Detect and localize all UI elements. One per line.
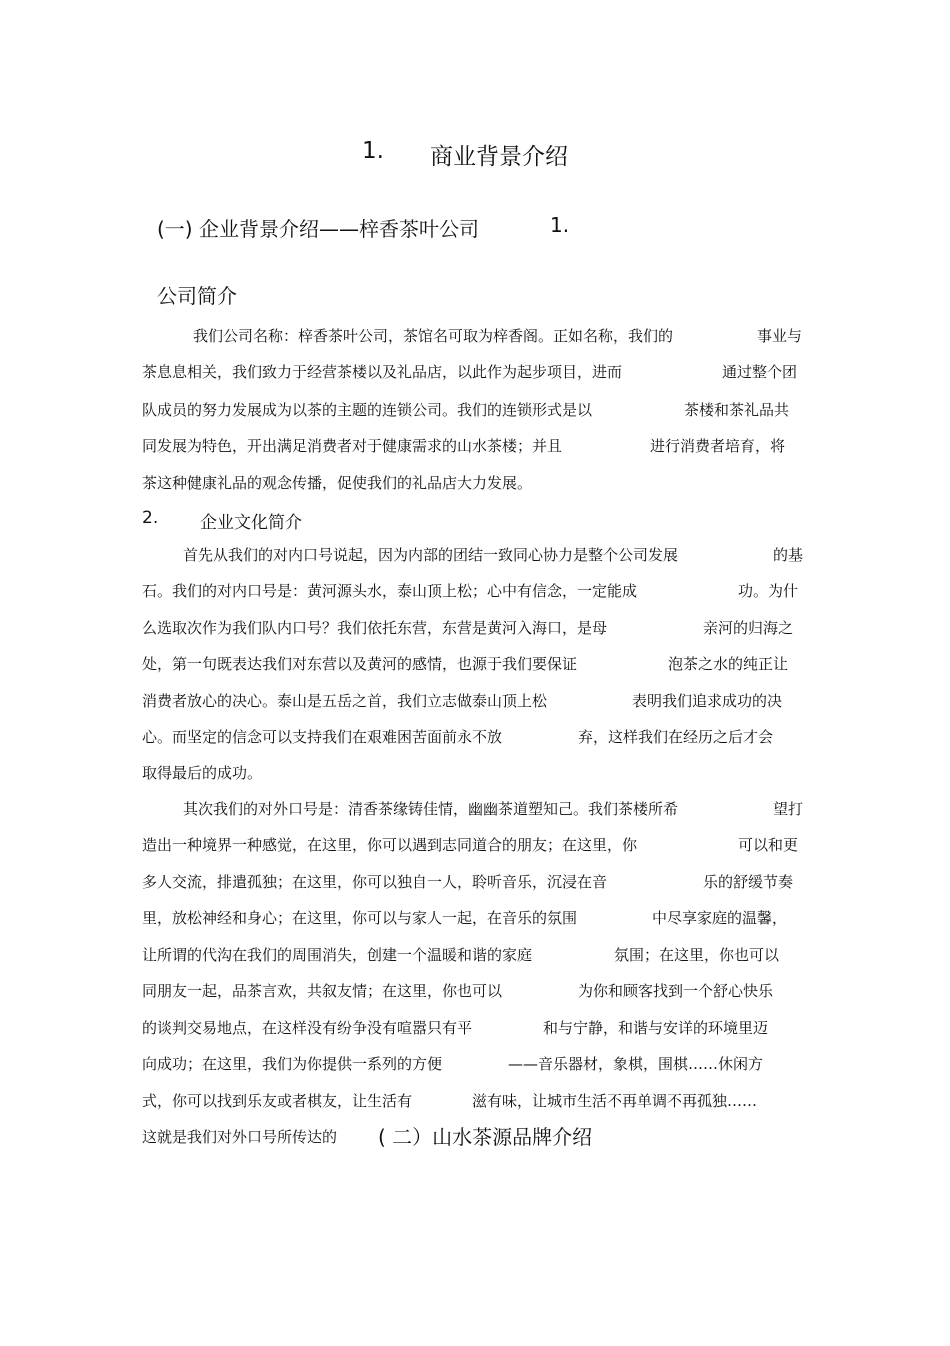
para3-line9-b: 滋有味，让城市生活不再单调不再孤独…… bbox=[472, 1092, 758, 1110]
para2-line2-b: 功。为什 bbox=[738, 582, 799, 600]
section2-heading: ( 二）山水茶源品牌介绍 bbox=[378, 1125, 593, 1149]
para2-line3-a: 么选取次作为我们队内口号？我们依托东营，东营是黄河入海口，是母 bbox=[142, 619, 608, 637]
subsection2-heading: 企业文化简介 bbox=[200, 513, 302, 533]
para3-line4-b: 中尽享家庭的温馨， bbox=[652, 909, 788, 927]
para3-line6-b: 为你和顾客找到一个舒心快乐 bbox=[578, 982, 774, 1000]
para3-line5-b: 氛围；在这里，你也可以 bbox=[614, 946, 780, 964]
para3-line4-a: 里，放松神经和身心；在这里，你可以与家人一起，在音乐的氛围 bbox=[142, 909, 578, 927]
para1-line4-a: 同发展为特色，开出满足消费者对于健康需求的山水茶楼；并且 bbox=[142, 437, 563, 455]
para2-line1-b: 的基 bbox=[773, 546, 804, 564]
para1-line2-a: 茶息息相关，我们致力于经营茶楼以及礼品店，以此作为起步项目，进而 bbox=[142, 363, 623, 381]
subsection2-number: 2. bbox=[142, 508, 159, 528]
para1-line1-a: 我们公司名称：梓香茶叶公司，茶馆名可取为梓香阁。正如名称，我们的 bbox=[193, 327, 674, 345]
para3-line5-a: 让所谓的代沟在我们的周围消失，创建一个温暖和谐的家庭 bbox=[142, 946, 533, 964]
para1-line4-b: 进行消费者培育，将 bbox=[650, 437, 786, 455]
para2-line4-b: 泡茶之水的纯正让 bbox=[668, 655, 789, 673]
para3-line7-b: 和与宁静，和谐与安详的环境里迈 bbox=[543, 1019, 769, 1037]
para3-line9-a: 式，你可以找到乐友或者棋友，让生活有 bbox=[142, 1092, 413, 1110]
para1-line3-a: 队成员的努力发展成为以茶的主题的连锁公司。我们的连锁形式是以 bbox=[142, 401, 593, 419]
para3-line8-b: ——音乐器材，象棋，围棋……休闲方 bbox=[508, 1055, 764, 1073]
para3-line1-b: 望打 bbox=[773, 800, 804, 818]
page-title-number: 1. bbox=[362, 138, 384, 164]
para3-line10: 这就是我们对外口号所传达的 bbox=[142, 1128, 338, 1146]
para3-line2-a: 造出一种境界一种感觉，在这里，你可以遇到志同道合的朋友；在这里，你 bbox=[142, 836, 638, 854]
para3-line6-a: 同朋友一起，品茶言欢，共叙友情；在这里，你也可以 bbox=[142, 982, 503, 1000]
section1-number: 1. bbox=[550, 213, 570, 237]
para3-line2-b: 可以和更 bbox=[738, 836, 799, 854]
para1-line5: 茶这种健康礼品的观念传播，促使我们的礼品店大力发展。 bbox=[142, 474, 533, 492]
para1-line1-b: 事业与 bbox=[757, 327, 803, 345]
para2-line4-a: 处，第一句既表达我们对东营以及黄河的感情，也源于我们要保证 bbox=[142, 655, 578, 673]
para3-line7-a: 的谈判交易地点，在这样没有纷争没有喧嚣只有平 bbox=[142, 1019, 473, 1037]
para2-line5-a: 消费者放心的决心。泰山是五岳之首，我们立志做泰山顶上松 bbox=[142, 692, 548, 710]
para3-line3-a: 多人交流，排遣孤独；在这里，你可以独自一人，聆听音乐，沉浸在音 bbox=[142, 873, 608, 891]
para2-line7: 取得最后的成功。 bbox=[142, 764, 263, 782]
para3-line8-a: 向成功；在这里，我们为你提供一系列的方便 bbox=[142, 1055, 443, 1073]
para2-line5-b: 表明我们追求成功的决 bbox=[632, 692, 783, 710]
para2-line6-b: 弃，这样我们在经历之后才会 bbox=[578, 728, 774, 746]
page-title: 商业背景介绍 bbox=[430, 144, 568, 170]
section1-heading: (一) 企业背景介绍——梓香茶叶公司 bbox=[157, 217, 479, 241]
para2-line1-a: 首先从我们的对内口号说起，因为内部的团结一致同心协力是整个公司发展 bbox=[183, 546, 679, 564]
para2-line2-a: 石。我们的对内口号是：黄河源头水，泰山顶上松；心中有信念，一定能成 bbox=[142, 582, 638, 600]
para3-line3-b: 乐的舒缓节奏 bbox=[703, 873, 794, 891]
para2-line6-a: 心。而坚定的信念可以支持我们在艰难困苦面前永不放 bbox=[142, 728, 503, 746]
para1-line2-b: 通过整个团 bbox=[722, 363, 798, 381]
para3-line1-a: 其次我们的对外口号是：清香茶缘铸佳情，幽幽茶道塑知己。我们茶楼所希 bbox=[183, 800, 679, 818]
para1-line3-b: 茶楼和茶礼品共 bbox=[684, 401, 790, 419]
subsection1-heading: 公司简介 bbox=[157, 284, 237, 308]
para2-line3-b: 亲河的归海之 bbox=[703, 619, 794, 637]
